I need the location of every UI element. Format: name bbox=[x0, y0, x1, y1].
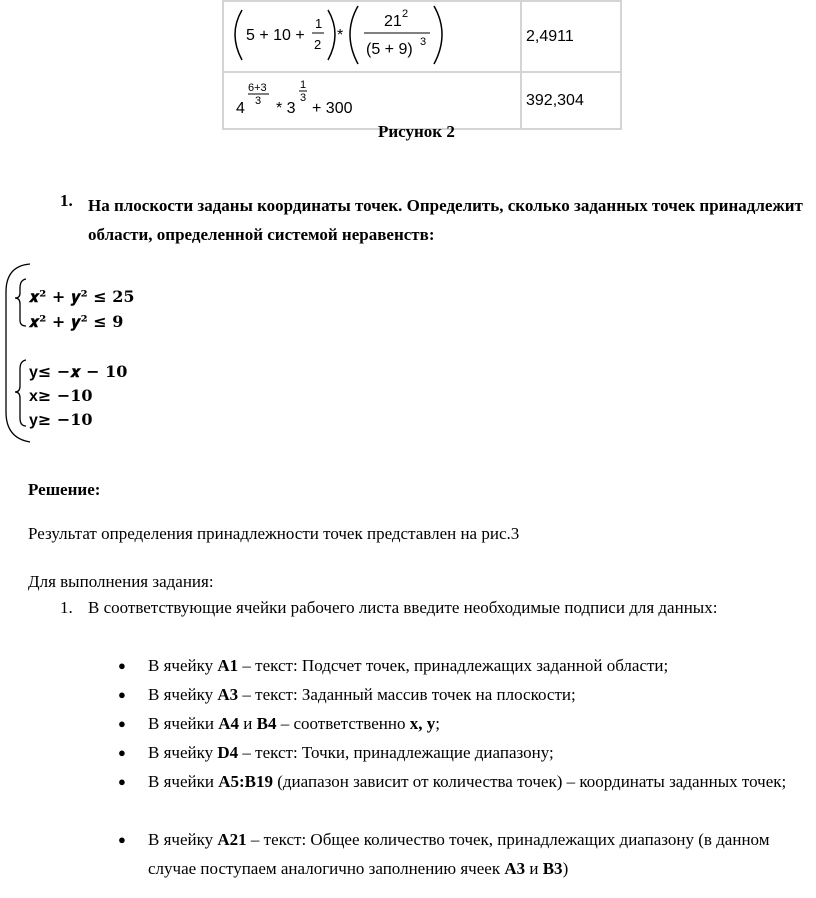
task-number: 1. bbox=[60, 191, 73, 210]
solution-result-text: Результат определения принадлежности точек представлен на рис.3 bbox=[28, 524, 520, 543]
system2-line3-var: y bbox=[29, 412, 38, 429]
svg-text:*: * bbox=[337, 27, 344, 44]
svg-text:+ 300: + 300 bbox=[312, 100, 353, 117]
system1-line2: 𝒙² + 𝒚² ≤ 𝟗 bbox=[29, 312, 124, 331]
figure-table bbox=[222, 0, 622, 130]
svg-text:3: 3 bbox=[420, 36, 427, 48]
formula-cell-2 bbox=[223, 72, 521, 129]
formula-2-graphic bbox=[224, 73, 520, 123]
system2-line2-rest: ≥ −𝟏𝟎 bbox=[37, 386, 93, 405]
svg-text:3: 3 bbox=[300, 92, 307, 104]
svg-text:1: 1 bbox=[315, 16, 323, 31]
system2-line3 bbox=[29, 410, 93, 430]
bullet-icon: ● bbox=[118, 687, 126, 702]
bullet-item-a21: ● В ячейку A21 – текст: Общее количество точек, принадлежащих диапазону (в данном случае поступаем аналогично заполнению ячеек A3 и B3) bbox=[118, 825, 808, 883]
result-cell-1: 2,4911 bbox=[521, 1, 621, 72]
svg-text:1: 1 bbox=[300, 79, 307, 91]
svg-text:(5 + 9): (5 + 9) bbox=[366, 41, 413, 58]
solution-title: Решение: bbox=[28, 480, 101, 499]
inner-brace-1-icon bbox=[15, 279, 26, 326]
bullet-icon: ● bbox=[118, 658, 126, 673]
formula-cell-1 bbox=[223, 1, 521, 72]
bullet-item-a3: ● В ячейку A3 – текст: Заданный массив точек на плоскости; bbox=[118, 680, 808, 709]
solution-intro: Для выполнения задания: bbox=[28, 572, 214, 591]
step-number: 1. bbox=[60, 598, 73, 617]
system2-line2 bbox=[29, 386, 93, 406]
svg-text:3: 3 bbox=[255, 95, 262, 107]
svg-text:21: 21 bbox=[384, 13, 402, 30]
bullet-item-d4: ● В ячейку D4 – текст: Точки, принадлежащие диапазону; bbox=[118, 738, 808, 767]
svg-text:2: 2 bbox=[402, 8, 409, 20]
formula-1-graphic bbox=[224, 2, 520, 66]
step-text: В соответствующие ячейки рабочего листа введите необходимые подписи для данных: bbox=[88, 598, 718, 617]
svg-text:4: 4 bbox=[236, 100, 245, 117]
system2-line1-rest: ≤ −𝒙 − 𝟏𝟎 bbox=[37, 362, 128, 381]
bullet-icon: ● bbox=[118, 774, 126, 789]
svg-text:2: 2 bbox=[314, 37, 322, 52]
bullet-icon: ● bbox=[118, 832, 126, 847]
bullet-icon: ● bbox=[118, 745, 126, 760]
bullet-item-a4-b4: ● В ячейки A4 и B4 – соответственно x, y; bbox=[118, 709, 808, 738]
figure-caption: Рисунок 2 bbox=[378, 122, 455, 141]
outer-brace-icon bbox=[6, 264, 30, 442]
system2-line1 bbox=[29, 362, 127, 382]
task-text: На плоскости заданы координаты точек. Определить, сколько заданных точек принадлежит области, определенной системой неравенств: bbox=[88, 196, 803, 244]
svg-text:6+3: 6+3 bbox=[248, 82, 267, 94]
svg-text:5 + 10 +: 5 + 10 + bbox=[246, 27, 305, 44]
bullet-item-a5-b19: ● В ячейки A5:B19 (диапазон зависит от количества точек) – координаты заданных точек; bbox=[118, 767, 798, 796]
bullet-item-a1: ● В ячейку A1 – текст: Подсчет точек, принадлежащих заданной области; bbox=[118, 651, 808, 680]
system2-line3-rest: ≥ −𝟏𝟎 bbox=[37, 410, 93, 429]
system2-line2-var: x bbox=[29, 388, 38, 405]
system1-line1: 𝒙² + 𝒚² ≤ 𝟐𝟓 bbox=[29, 287, 135, 306]
system2-line1-var: y bbox=[29, 364, 38, 381]
result-cell-2: 392,304 bbox=[521, 72, 621, 129]
svg-text:* 3: * 3 bbox=[276, 100, 296, 117]
inner-brace-2-icon bbox=[15, 360, 26, 426]
bullet-icon: ● bbox=[118, 716, 126, 731]
